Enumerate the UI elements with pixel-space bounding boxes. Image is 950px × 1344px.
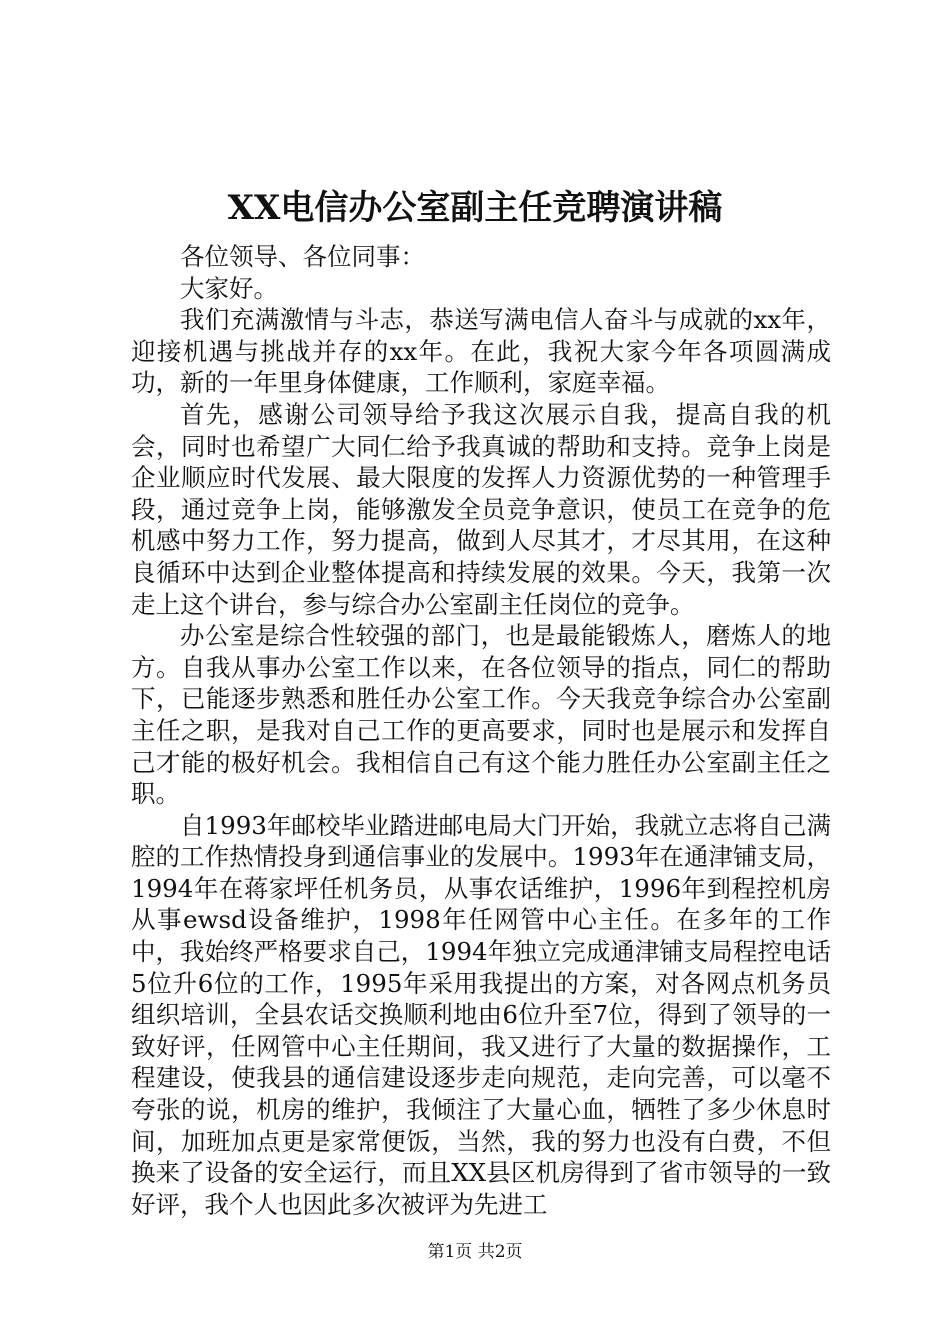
greeting: 大家好。 <box>180 273 278 303</box>
paragraph: 办公室是综合性较强的部门，也是最能锻炼人，磨炼人的地方。自我从事办公室工作以来，在各位领导的指点，同仁的帮助下，已能逐步熟悉和胜任办公室工作。今天我竞争综合办公室副主任之职，是我对自己工作的更高要求，同时也是展示和发挥自己才能的极好机会。我相信自己有这个能力胜任办公室副主任之职。 <box>131 621 831 809</box>
document-title: XX电信办公室副主任竞聘演讲稿 <box>227 188 723 228</box>
paragraph: 我们充满激情与斗志，恭送写满电信人奋斗与成就的xx年，迎接机遇与挑战并存的xx年。在此，我祝大家今年各项圆满成功，新的一年里身体健康，工作顺利，家庭幸福。 <box>131 305 831 398</box>
paragraph: 自1993年邮校毕业踏进邮电局大门开始，我就立志将自己满腔的工作热情投身到通信事业的发展中。1993年在通津铺支局，1994年在蒋家坪任机务员，从事农话维护，1996年到程控机房从事ewsd设备维护，1998年任网管中心主任。在多年的工作中，我始终严格要求自己，1994年独立完成通津铺支局程控电话5位升6位的工作，1995年采用我提出的方案，对各网点机务员组织培训，全县农话交换顺利地由6位升至7位，得到了领导的一致好评，任网管中心主任期间，我又进行了大量的数据操作，工程建设，使我县的通信建设逐步走向规范，走向完善，可以毫不夸张的说，机房的维护，我倾注了大量心血，牺牲了多少休息时间，加班加点更是家常便饭，当然，我的努力也没有白费，不但换来了设备的安全运行，而且XX县区机房得到了省市领导的一致好评，我个人也因此多次被评为先进工 <box>131 810 831 1219</box>
page-number-footer: 第1页 共2页 <box>427 1242 523 1262</box>
salutation: 各位领导、各位同事： <box>180 242 425 271</box>
paragraph: 首先，感谢公司领导给予我这次展示自我，提高自我的机会，同时也希望广大同仁给予我真诚的帮助和支持。竞争上岗是企业顺应时代发展、最大限度的发挥人力资源优势的一种管理手段，通过竞争上岗，能够激发全员竞争意识，使员工在竞争的危机感中努力工作，努力提高，做到人尽其才，才尽其用，在这种良循环中达到企业整体提高和持续发展的效果。今天，我第一次走上这个讲台，参与综合办公室副主任岗位的竞争。 <box>131 399 831 619</box>
document-body <box>131 241 831 1220</box>
